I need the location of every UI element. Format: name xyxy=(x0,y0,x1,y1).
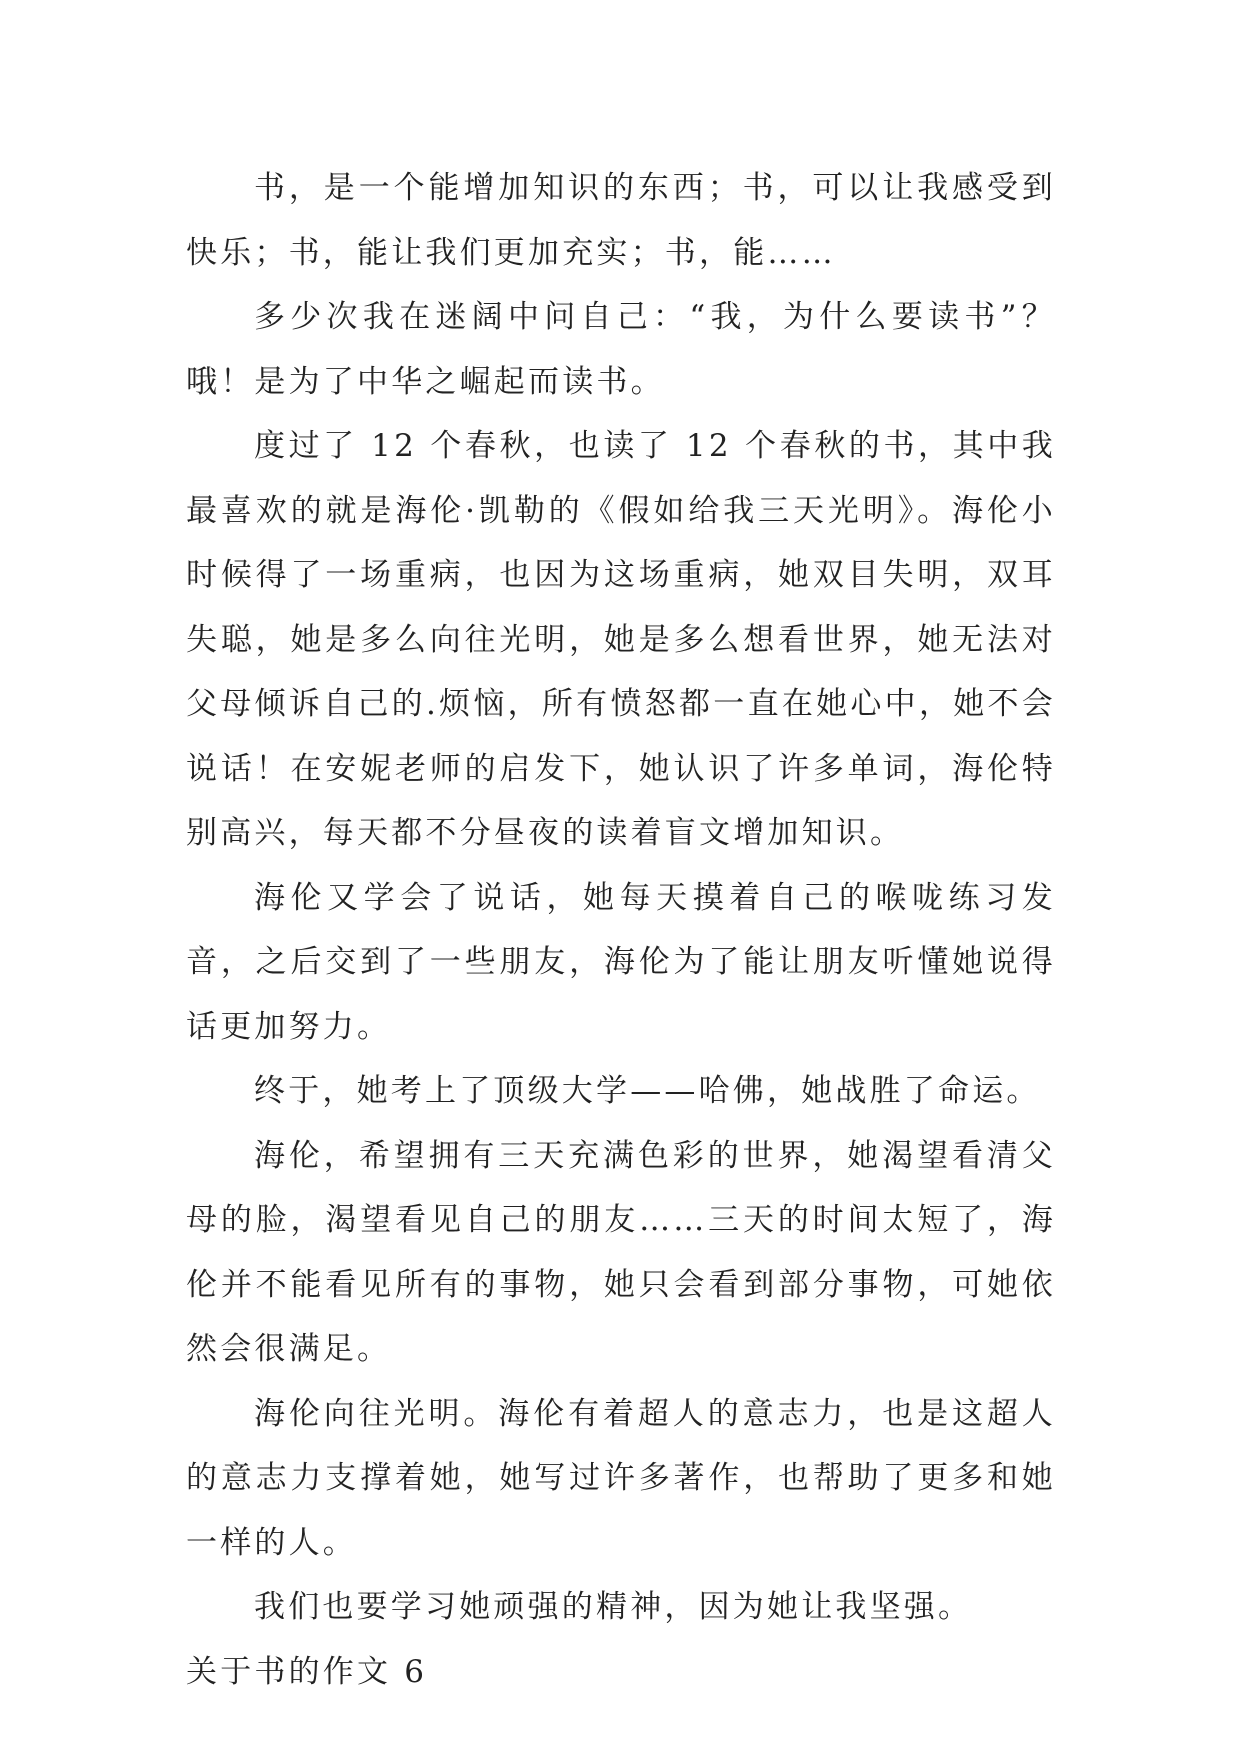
paragraph: 我们也要学习她顽强的精神，因为她让我坚强。 xyxy=(254,1589,973,1625)
paragraph: 多少次我在迷阔中问自己：“我，为什么要读书”？哦！是为了中华之崛起而读书。 xyxy=(186,299,1056,400)
paragraph: 海伦又学会了说话，她每天摸着自己的喉咙练习发音，之后交到了一些朋友，海伦为了能让朋友听懂她说得话更加努力。 xyxy=(186,879,1056,1045)
paragraph: 海伦，希望拥有三天充满色彩的世界，她渴望看清父母的脸，渴望看见自己的朋友……三天的时间太短了，海伦并不能看见所有的事物，她只会看到部分事物，可她依然会很满足。 xyxy=(186,1137,1056,1367)
paragraph: 海伦向往光明。海伦有着超人的意志力，也是这超人的意志力支撑着她，她写过许多著作，也帮助了更多和她一样的人。 xyxy=(186,1395,1056,1561)
essay-body xyxy=(186,156,1056,1704)
paragraph: 度过了 12 个春秋，也读了 12 个春秋的书，其中我最喜欢的就是海伦·凯勒的《假如给我三天光明》。海伦小时候得了一场重病，也因为这场重病，她双目失明，双耳失聪，她是多么向往光明，她是多么想看世界，她无法对父母倾诉自己的.烦恼，所有愤怒都一直在她心中，她不会说话！在安妮老师的启发下，她认识了许多单词，海伦特别高兴，每天都不分昼夜的读着盲文增加知识。 xyxy=(186,428,1056,851)
paragraph: 终于，她考上了顶级大学——哈佛，她战胜了命运。 xyxy=(254,1073,1041,1109)
section-heading: 关于书的作文 6 xyxy=(186,1653,428,1690)
paragraph: 书，是一个能增加知识的东西；书，可以让我感受到快乐；书，能让我们更加充实；书，能…… xyxy=(186,170,1056,271)
